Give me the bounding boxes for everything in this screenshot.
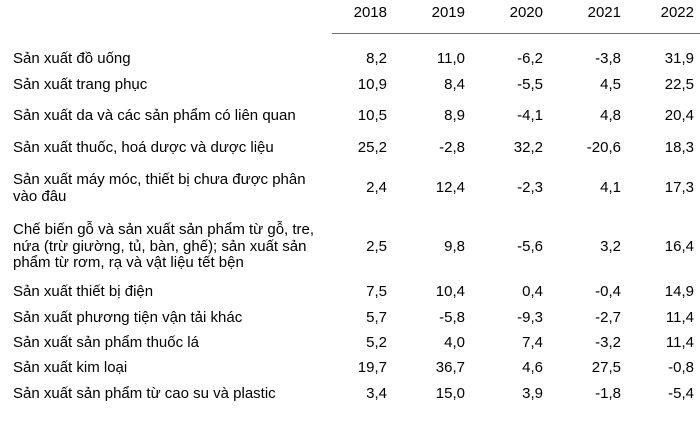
value-cell: 10,9 — [357, 75, 387, 93]
value-cell: 0,4 — [522, 282, 543, 300]
row-label: Sản xuất phương tiện vận tải khác — [13, 308, 243, 326]
value-cell: 9,8 — [444, 237, 465, 255]
value-cell: -3,2 — [595, 334, 621, 352]
table-row — [0, 381, 700, 407]
value-cell: 2,5 — [366, 237, 387, 255]
table-row — [0, 331, 700, 356]
value-cell: -5,4 — [668, 384, 694, 402]
value-cell: 8,9 — [444, 106, 465, 124]
table-row — [0, 133, 700, 164]
year-column-header: 2018 — [332, 0, 393, 33]
value-cell: 4,0 — [444, 334, 465, 352]
value-cell: 8,2 — [366, 50, 387, 67]
row-label: Sản xuất trang phục — [13, 75, 148, 93]
value-cell: 4,5 — [600, 75, 621, 93]
value-cell: 3,9 — [522, 384, 543, 402]
value-cell: 10,4 — [435, 282, 465, 300]
value-cell: -1,8 — [595, 384, 621, 402]
value-cell: 10,5 — [357, 106, 387, 124]
value-cell: 4,6 — [522, 359, 543, 377]
value-cell: 16,4 — [664, 237, 694, 255]
value-cell: -5,5 — [517, 75, 543, 93]
table-body — [0, 33, 700, 407]
row-label: Chế biến gỗ và sản xuất sản phẩm từ gỗ, tre, nứa (trừ giường, tủ, bàn, ghế); sản xuất sản phẩm từ rơm, rạ và vật liệu tết bện — [13, 221, 315, 272]
value-cell: -0,8 — [668, 359, 694, 377]
value-cell: 15,0 — [435, 384, 465, 402]
row-label: Sản xuất thuốc, hoá dược và dược liệu — [13, 139, 274, 157]
value-cell: 18,3 — [664, 139, 694, 157]
table-row — [0, 275, 700, 305]
value-cell: -4,1 — [517, 106, 543, 124]
value-cell: 5,2 — [366, 334, 387, 352]
year-column-header: 2022 — [627, 0, 700, 33]
value-cell: -9,3 — [517, 308, 543, 326]
value-cell: -6,2 — [517, 50, 543, 67]
value-cell: 36,7 — [435, 359, 465, 377]
value-cell: 3,4 — [366, 384, 387, 402]
value-cell: 7,4 — [522, 334, 543, 352]
row-label: Sản xuất thiết bị điện — [13, 282, 154, 300]
value-cell: 22,5 — [664, 75, 694, 93]
value-cell: -3,8 — [595, 50, 621, 67]
row-label: Sản xuất kim loại — [13, 359, 128, 377]
value-cell: 4,1 — [600, 179, 621, 197]
value-cell: 2,4 — [366, 179, 387, 197]
row-label: Sản xuất sản phẩm từ cao su và plastic — [13, 384, 276, 402]
header-row — [0, 0, 700, 33]
row-label: Sản xuất da và các sản phẩm có liên quan — [13, 106, 296, 124]
year-column-header: 2020 — [471, 0, 549, 33]
year-column-header: 2019 — [393, 0, 471, 33]
label-column-header — [0, 0, 332, 33]
value-cell: -5,6 — [517, 237, 543, 255]
value-cell: 12,4 — [435, 179, 465, 197]
value-cell: 20,4 — [664, 106, 694, 124]
value-cell: 27,5 — [591, 359, 621, 377]
value-cell: 5,7 — [366, 308, 387, 326]
value-cell: 4,8 — [600, 106, 621, 124]
value-cell: 17,3 — [664, 179, 694, 197]
value-cell: 7,5 — [366, 282, 387, 300]
value-cell: 14,9 — [664, 282, 694, 300]
value-cell: 19,7 — [357, 359, 387, 377]
year-column-header: 2021 — [549, 0, 627, 33]
value-cell: 31,9 — [664, 50, 694, 67]
table-row — [0, 33, 700, 71]
value-cell: 25,2 — [357, 139, 387, 157]
value-cell: 3,2 — [600, 237, 621, 255]
value-cell: -20,6 — [586, 139, 621, 157]
value-cell: -2,7 — [595, 308, 621, 326]
row-label: Sản xuất máy móc, thiết bị chưa được phân vào đâu — [13, 171, 306, 205]
table-row — [0, 213, 700, 275]
value-cell: -0,4 — [595, 282, 621, 300]
row-label: Sản xuất đồ uống — [13, 49, 131, 67]
table-row — [0, 99, 700, 133]
row-label: Sản xuất sản phẩm thuốc lá — [13, 334, 199, 352]
value-cell: -2,8 — [439, 139, 465, 157]
value-cell: 32,2 — [513, 139, 543, 157]
value-cell: 11,4 — [665, 308, 694, 326]
table-row — [0, 356, 700, 381]
value-cell: 8,4 — [444, 75, 465, 93]
table-row — [0, 164, 700, 213]
table-row — [0, 305, 700, 331]
value-cell: -2,3 — [517, 179, 543, 197]
value-cell: -5,8 — [439, 308, 465, 326]
value-cell: 11,0 — [436, 50, 465, 67]
value-cell: 11,4 — [665, 334, 694, 352]
table-row — [0, 71, 700, 99]
table-header — [0, 0, 700, 33]
